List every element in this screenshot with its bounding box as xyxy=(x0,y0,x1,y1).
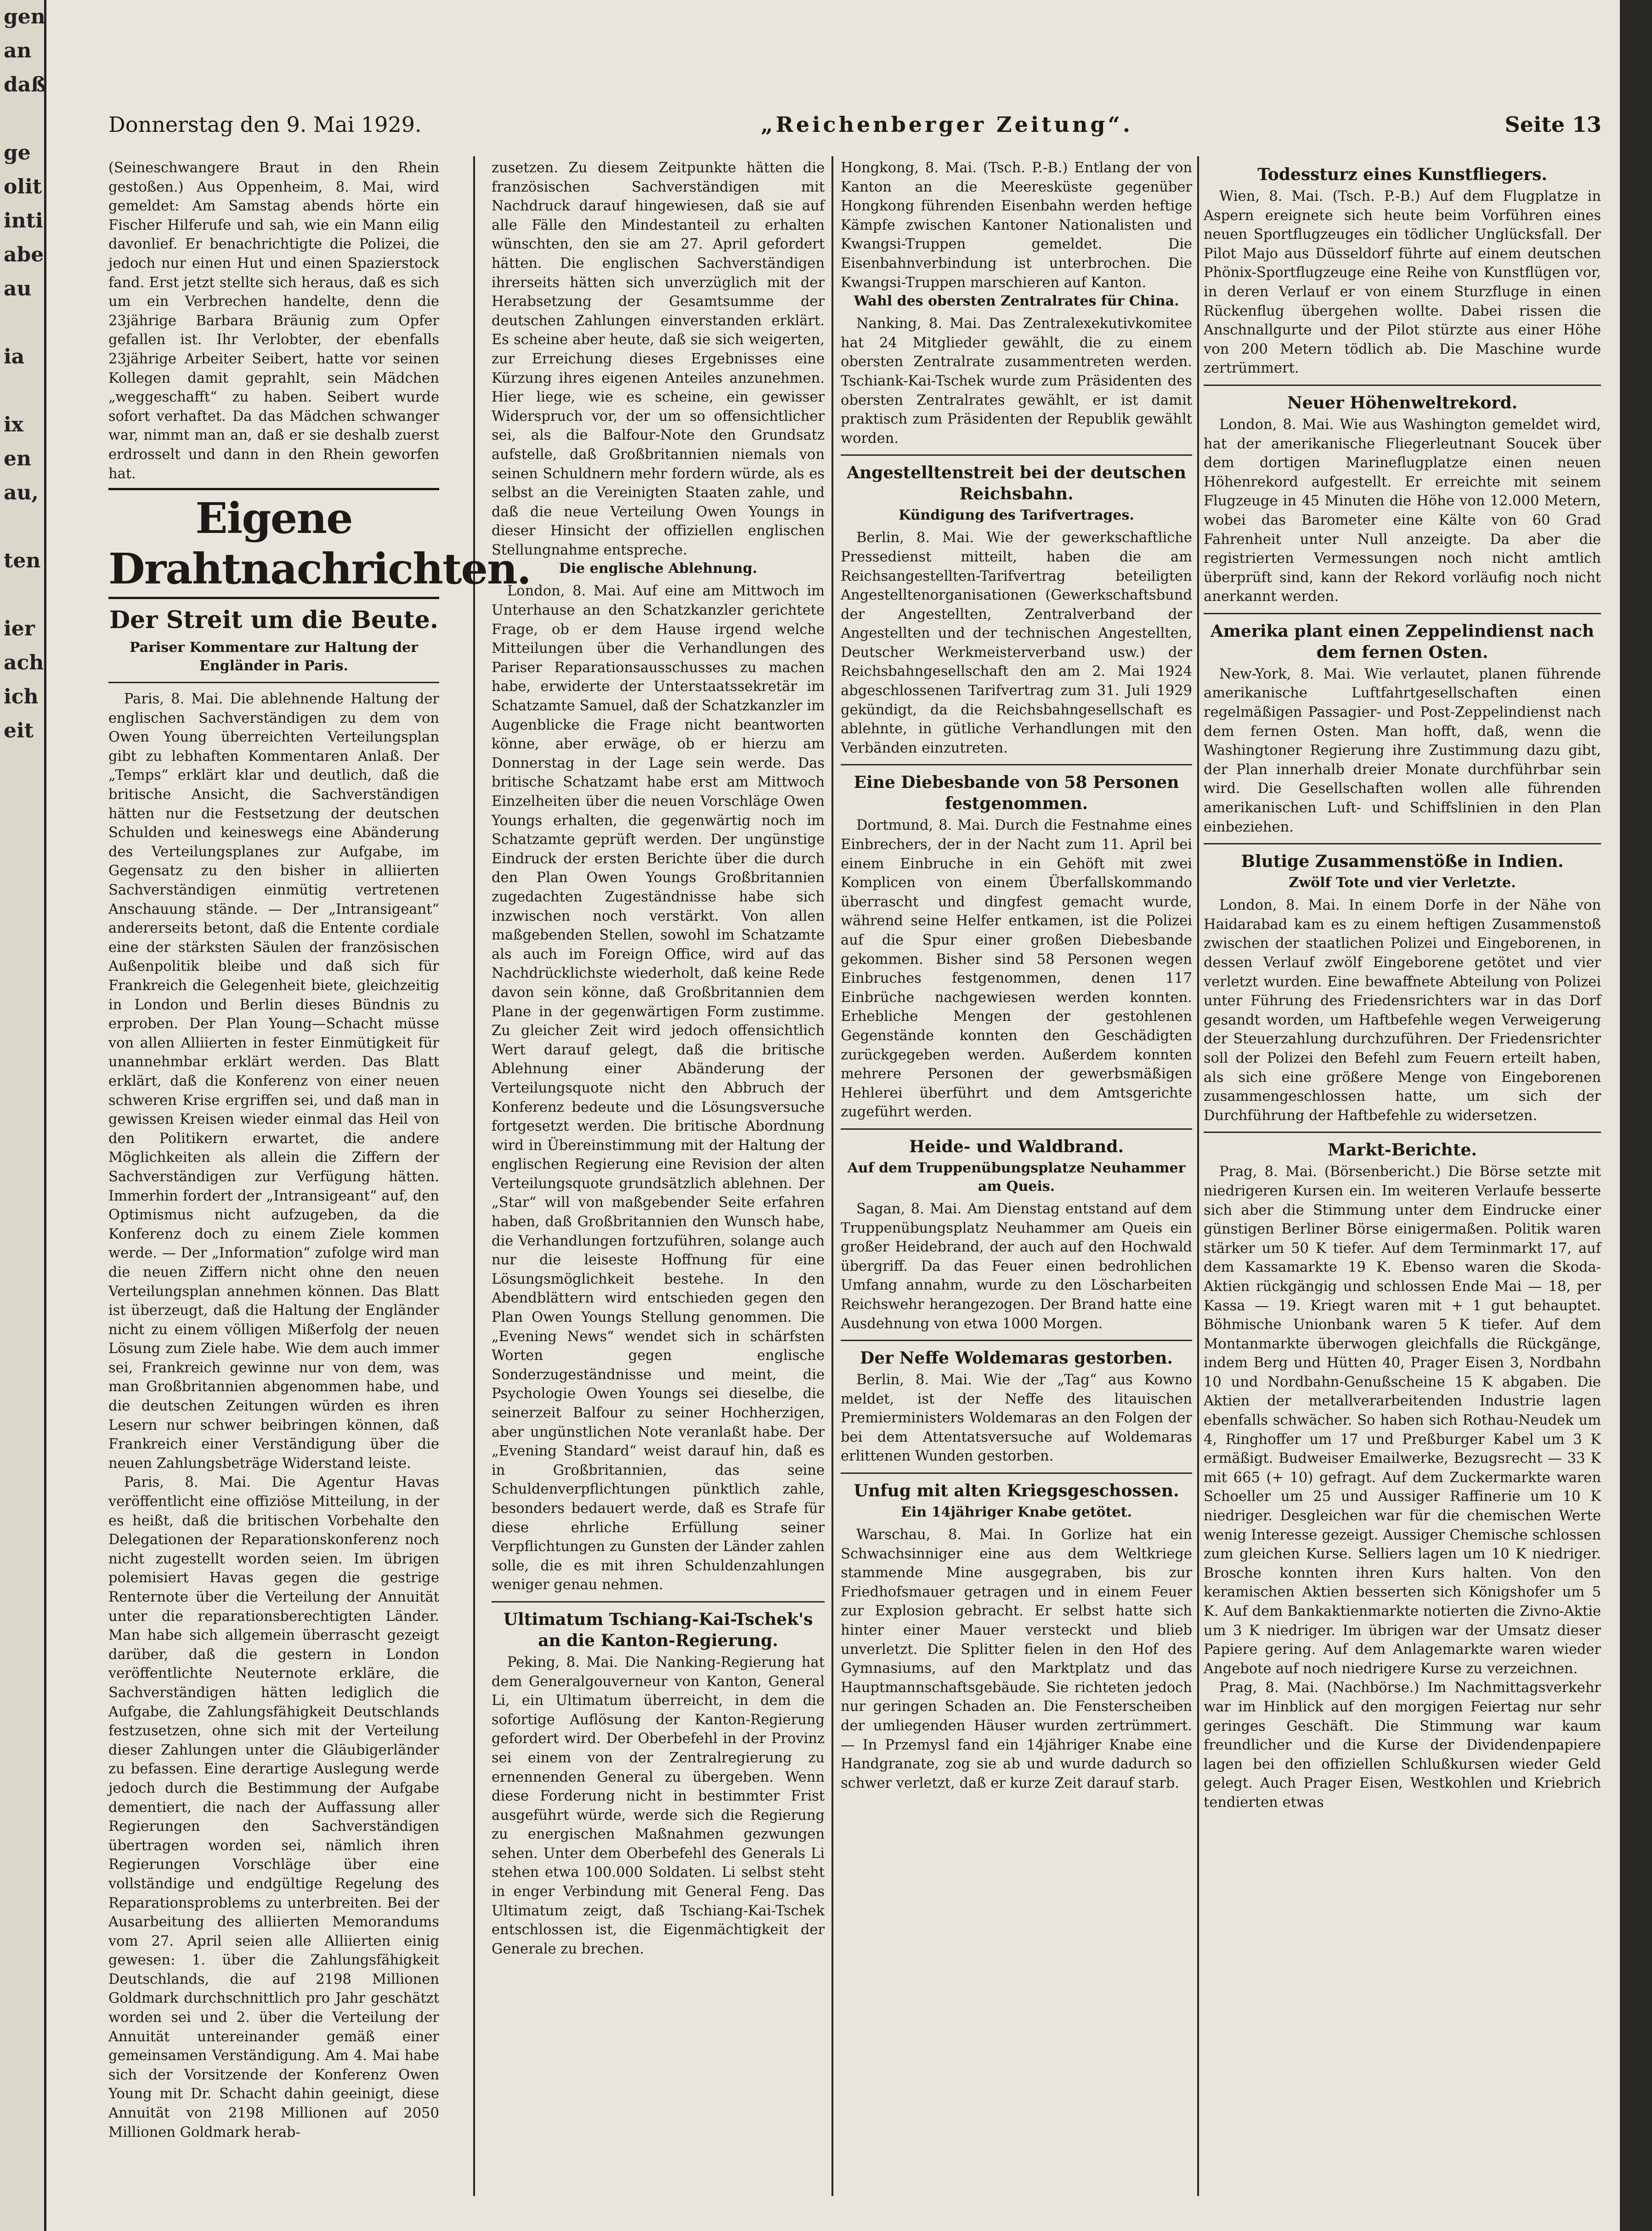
article-paris-1: Paris, 8. Mai. Die ablehnende Haltung der englischen Sachverständigen zu dem von Owen Young überreichten Verteilungsplan gibt zu lebhaften Kommentaren Anlaß. Der „Temps“ erklärt klar und deutlich, daß die britische Ansicht, die Sachverständigen hätten nur die Festsetzung der deutschen Schulden und keineswegs eine Abänderung des Verteilungsplanes zur Aufgabe, im Gegensatz zu den bisher in alliierten Sachverständigen einmütig vertretenen Anschauung stände. — Der „Intransigeant“ andererseits betont, daß die Entente cordiale eine der stärksten Säulen der französischen Außenpolitik bleibe und daß sich für Frankreich die Gelegenheit biete, gleichzeitig in London und Berlin dieses Bündnis zu erproben. Der Plan Young—Schacht müsse von allen Alliierten in fester Einmütigkeit für unannehmbar erklärt werden. Das Blatt erklärt, daß die Konferenz von einer neuen schweren Krise ergriffen sei, und daß man in gewissen Kreisen wieder einmal das Heil von den Politikern erwartet, die andere Möglichkeiten als allein die Ziffern der Sachverständigen zur Verfügung hätten. Immerhin fordert der „Intransigeant“ auf, den Optimismus nicht aufzugeben, da die Konferenz doch zu einem Ziele kommen werde. — Der „Information“ zufolge wird man die neuen Ziffern nicht ohne den neuen Verteilungsplan annehmen können. Das Blatt ist überzeugt, daß die Haltung der Engländer nicht zu einem völligen Mißerfolg der neuen Lösung zum Ziele habe. Wie dem auch immer sei, Frankreich gewinne nur von dem, was man Großbritannien abgenommen habe, und die deutschen Zeitungen würden es ihren Lesern nur schwer beibringen können, daß Frankreich einer Verständigung über die neuen Zahlungsbeträge Widerstand leiste. xyxy=(108,691,439,1472)
article-peking: Peking, 8. Mai. Die Nanking-Regierung hat dem Generalgouverneur von Kanton, General Li, ein Ultimatum überreicht, in dem die sofortige Auflösung der Kanton-Regierung gefordert wird. Der Oberbefehl in der Provinz sei einem von der Zentralregierung zu ernennenden General zu übergeben. Wenn diese Forderung nicht in bestimmter Frist ausgeführt würde, werde sich die Regierung zu energischen Maßnahmen gezwungen sehen. Unter dem Oberbefehl des Generals Li stehen etwa 100.000 Soldaten. Li selbst steht in enger Verbindung mit General Feng. Das Ultimatum zeigt, daß Tschiang-Kai-Tschek entschlossen ist, die Eigenmächtigkeit der Generale zu brechen. xyxy=(492,1654,825,1957)
left-margin-fragment xyxy=(0,510,44,544)
column-rule xyxy=(832,156,833,2196)
headline-diebesbande: Eine Diebesbande von 58 Personen festgenommen. xyxy=(854,773,1179,814)
left-margin-fragment: au xyxy=(4,277,32,300)
article-prag-boerse: Prag, 8. Mai. (Börsenbericht.) Die Börse setzte mit niedrigeren Kursen ein. Im weiteren Verlaufe besserte sich aber die Stimmung unter dem Eindrucke einer günstigen Berliner Börse einigermaßen. Politik waren stärker um 50 K tiefer. Auf dem Terminmarkt 17, auf dem Kassamarkte 19 K. Ebenso waren die Skoda-Aktien rückgängig und schlossen Ende Mai — 18, per Kassa — 19. Kriegt waren mit + 1 gut behauptet. Böhmische Unionbank waren 5 K tiefer. Auf dem Montanmarkte überwogen gleichfalls die Rückgänge, indem Berg und Hütten 40, Prager Eisen 3, Nordbahn 10 und Nordbahn-Genußscheine 15 K abgaben. Die Aktien der metallverarbeitenden Industrie lagen ebenfalls schwächer. So haben sich Rothau-Neudek um 4, Ringhoffer um 17 und Preßburger Kabel um 3 K ermäßigt. Budweiser Emailwerke, Bezugsrecht — 33 K mit 665 (+ 10) gefragt. Auf dem Zuckermarkte waren Schoeller um 25 und Aussiger Raffinerie um 10 K niedriger. Desgleichen war für die chemischen Werte wenig Interesse gezeigt. Aussiger Chemische schlossen zum gleichen Kurse. Selliers lagen um 10 K niedriger. Brosche konnten ihren Kurs halten. Von den keramischen Aktien besserten sich Königshofer um 5 K. Auf dem Bankaktienmarkte notierten die Zivno-Aktie um 3 K niedriger. Im übrigen war der Umsatz dieser Papiere gering. Auf dem Anlagemarkte waren wieder Angebote auf noch niedrigere Kurse zu verzeichnen. xyxy=(1204,1164,1601,1677)
subhead-tarifvertrag: Kündigung des Tarifvertrages. xyxy=(899,507,1134,524)
article-kowno: Berlin, 8. Mai. Wie der „Tag“ aus Kowno meldet, ist der Neffe des litauischen Premierministers Woldemaras an den Folgen der bei dem Attentatsversuche auf Woldemaras erlittenen Wunden gestorben. xyxy=(841,1372,1192,1465)
left-margin-fragment: ach xyxy=(4,651,44,674)
page-header xyxy=(108,108,1601,141)
divider xyxy=(841,1472,1192,1474)
subhead-pariser-kommentare: Pariser Kommentare zur Haltung der Engländer in Paris. xyxy=(129,640,419,674)
headline-indien: Blutige Zusammenstöße in Indien. xyxy=(1241,852,1564,872)
left-margin-fragment: ia xyxy=(4,345,25,368)
article-london-rekord: London, 8. Mai. Wie aus Washington gemeldet wird, hat der amerikanische Fliegerleutnant Soucek über dem dortigen Marineflugplatze einen neuen Höhenrekord aufgestellt. Er erreichte mit seinem Flugzeuge in 45 Minuten die Höhe von 12.000 Metern, wobei das Barometer eine Kälte von 60 Grad Fahrenheit unter Null anzeigte. Da aber die registrierten Vermessungen noch nicht amtlich überprüft sind, kann der Rekord vorläufig noch nicht anerkannt werden. xyxy=(1204,416,1601,605)
headline-kriegsgeschosse: Unfug mit alten Kriegsgeschossen. xyxy=(854,1481,1179,1501)
article-prag-nachboerse: Prag, 8. Mai. (Nachbörse.) Im Nachmittagsverkehr war im Hinblick auf den morgigen Feiertag nur sehr geringes Geschäft. Die Stimmung war kaum freundlicher und die Kurse der Dividendenpapiere lagen bei den offiziellen Schlußkursen wieder Geld gelegt. Auch Prager Eisen, Westkohlen und Kriebrich tendierten etwas xyxy=(1204,1680,1601,1811)
divider xyxy=(841,764,1192,765)
article-nanking: Nanking, 8. Mai. Das Zentralexekutivkomitee hat 24 Mitglieder gewählt, die zu einem obersten Zentralrate zusammentreten werden. Tschiank-Kai-Tschek wurde zum Präsidenten des obersten Zentralrates gewählt, er ist damit praktisch zum Präsidenten der Republik gewählt worden. xyxy=(841,316,1192,447)
left-margin-fragment: au, xyxy=(4,481,39,504)
headline-streit-beute: Der Streit um die Beute. xyxy=(109,606,438,634)
headline-todessturz: Todessturz eines Kunstfliegers. xyxy=(1257,165,1547,184)
subhead-zwoelf-tote: Zwölf Tote und vier Verletzte. xyxy=(1289,875,1516,891)
headline-ultimatum: Ultimatum Tschiang-Kai-Tschek's an die Kanton-Regierung. xyxy=(503,1609,813,1650)
headline-angestelltenstreit: Angestelltenstreit bei der deutschen Reichsbahn. xyxy=(847,463,1186,504)
column-2 xyxy=(492,159,825,2217)
left-margin-fragment xyxy=(0,374,44,408)
divider xyxy=(1204,843,1601,844)
article-berlin-reichsbahn: Berlin, 8. Mai. Wie der gewerkschaftliche Pressedienst mitteilt, haben die am Reichsangestellten-Tarifvertrag beteiligten Angestelltenorganisationen (Gewerkschaftsbund der Angestellten, Zentralverband der Angestellten und der technischen Angestellten, Deutscher Werkmeisterverband usw.) der Reichsbahngesellschaft den am 2. Mai 1924 abgeschlossenen Tarifvertrag zum 31. Juli 1929 gekündigt, da die Reichsbahngesellschaft es ablehnte, in gütliche Verhandlungen mit den Verbänden einzutreten. xyxy=(841,530,1192,756)
article-oppenheim: (Seineschwangere Braut in den Rhein gestoßen.) Aus Oppenheim, 8. Mai, wird gemeldet: Am Samstag abends hörte ein Fischer Hilferufe und sah, wie ein Mann eilig davonlief. Er benachrichtigte die Polizei, die jedoch nur einen Hut und einen Spazierstock fand. Erst jetzt stellte sich heraus, daß es sich um ein Verbrechen handelte, denn die 23jährige Barbara Bräunig zum Opfer gefallen ist. Ihr Verlobter, der ebenfalls 23jährige Arbeiter Seibert, hatte vor seinen Kollegen damit geprahlt, sein Mädchen „weggeschafft“ zu haben. Seibert wurde sofort verhaftet. Da das Mädchen schwanger war, nimmt man an, daß er sie deshalb zuerst erdrosselt und dann in den Rhein geworfen hat. xyxy=(108,160,439,482)
left-margin-fragment: inti xyxy=(4,209,43,232)
headline-hoehenweltrekord: Neuer Höhenweltrekord. xyxy=(1287,393,1518,413)
column-3 xyxy=(841,159,1192,2217)
left-margin-fragment xyxy=(0,102,44,136)
left-margin-fragment: olit xyxy=(4,175,42,198)
subhead-knabe-getoetet: Ein 14jähriger Knabe getötet. xyxy=(901,1504,1132,1521)
left-margin-fragment: ich xyxy=(4,685,39,708)
article-warschau: Warschau, 8. Mai. In Gorlize hat ein Schwachsinniger eine aus dem Weltkriege stammende Mine ausgegraben, bis zur Friedhofsmauer getragen und in einem Feuer zur Explosion gebracht. Er selbst hatte sich hinter einer Mauer versteckt und blieb unverletzt. Die Splitter fielen in den Hof des Gymnasiums, auf den Marktplatz und das Hauptmannschaftsgebäude. Sie richteten jedoch nur geringen Schaden an. Die Fensterscheiben der umliegenden Häuser wurden zertrümmert. — In Przemysl fand ein 14jähriger Knabe eine Handgranate, zog sie ab und wurde dadurch so schwer verletzt, daß er kurze Zeit darauf starb. xyxy=(841,1527,1192,1791)
article-london: London, 8. Mai. Auf eine am Mittwoch im Unterhause an den Schatzkanzler gerichtete Frage, ob er dem Hause irgend welche Mitteilungen über die Verhandlungen des Pariser Reparationsausschusses zu machen habe, erwiderte der Unterstaatssekretär im Schatzamte Samuel, daß der Schatzkanzler im Augenblicke die Frage nicht beantworten könne, aber erwäge, ob er hierzu am Donnerstag in der Lage sein werde. Das britische Schatzamt habe erst am Mittwoch Einzelheiten über die neuen Vorschläge Owen Youngs erhalten, die gegenwärtig noch im Schatzamte geprüft werden. Der ungünstige Eindruck der ersten Berichte über die durch den Plan Owen Youngs Großbritannien zugedachten Zugeständnisse habe sich inzwischen noch verstärkt. Von allen maßgebenden Stellen, sowohl im Schatzamte als auch im Foreign Office, wird auf das Nachdrücklichste wiederholt, daß keine Rede davon sein könne, daß Großbritannien dem Plane in der gegenwärtigen Form zustimme. Zu gleicher Zeit wird jedoch offensichtlich Wert darauf gelegt, daß die britische Ablehnung einer Abänderung der Verteilungsquote nicht den Abbruch der Konferenz bedeute und die Lösungsversuche fortgesetzt werden. Die britische Abordnung wird in Übereinstimmung mit der Haltung der englischen Regierung eine Revision der alten Verteilungsquote grundsätzlich ablehnen. Der „Star“ will von maßgebender Seite erfahren haben, daß Großbritannien den Wunsch habe, die Verhandlungen fortzuführen, solange auch nur die leiseste Hoffnung für eine Lösungsmöglichkeit bestehe. In den Abendblättern wird entschieden gegen den Plan Owen Youngs Stellung genommen. Die „Evening News“ wendet sich in schärfsten Worten gegen englische Sonderzugeständnisse und meint, die Psychologie Owen Youngs sei dieselbe, die seinerzeit Balfour zu seiner Hochherzigen, aber ungünstlichen Note veranlaßt habe. Der „Evening Standard“ weist darauf hin, daß es in Großbritannien, das seine Schuldenverpflichtungen pünktlich zahle, besonders bedauert werde, daß es Strafe für diese ehrliche Erfüllung seiner Verpflichtungen zu Gunsten der Länder zahlen solle, die es mit ihren Schuldenzahlungen weniger genau nehmen. xyxy=(492,583,825,1593)
left-margin-fragment: ier xyxy=(4,617,35,640)
subhead-neuhammer: Auf dem Truppenübungsplatze Neuhammer am Queis. xyxy=(847,1160,1186,1195)
section-banner: Eigene Drahtnachrichten. xyxy=(108,488,439,599)
header-title: „Reichenberger Zeitung“. xyxy=(761,112,1133,137)
subhead-zentralrat: Wahl des obersten Zentralrates für China. xyxy=(854,293,1179,310)
left-margin-fragment xyxy=(0,306,44,340)
adjacent-page-strip xyxy=(0,0,46,2231)
divider xyxy=(1204,385,1601,386)
left-margin-fragment: abe xyxy=(4,243,44,266)
divider xyxy=(1204,1132,1601,1133)
divider xyxy=(492,1601,825,1602)
left-margin-fragment: eit xyxy=(4,719,34,742)
scan-margin xyxy=(1620,0,1652,2231)
divider xyxy=(841,1128,1192,1130)
divider xyxy=(841,1340,1192,1341)
headline-woldemaras: Der Neffe Woldemaras gestorben. xyxy=(860,1348,1173,1368)
column-rule xyxy=(1197,156,1199,2196)
column-1 xyxy=(108,159,531,2217)
left-margin-fragment: en xyxy=(4,447,31,470)
header-date: Donnerstag den 9. Mai 1929. xyxy=(108,112,422,137)
left-margin-fragment: daß xyxy=(4,73,46,96)
headline-zeppelindienst: Amerika plant einen Zeppelindienst nach dem fernen Osten. xyxy=(1210,621,1595,662)
divider xyxy=(1204,613,1601,614)
article-hongkong: Hongkong, 8. Mai. (Tsch. P.-B.) Entlang der von Kanton an die Meeresküste gegenüber Hongkong führenden Eisenbahn werden heftige Kämpfe zwischen Kantoner Nationalisten und Kwangsi-Truppen gemeldet. Die Eisenbahnverbindung ist unterbrochen. Die Kwangsi-Truppen marschieren auf Kanton. xyxy=(841,160,1192,291)
left-margin-fragment: an xyxy=(4,39,32,62)
subhead-englische-ablehnung: Die englische Ablehnung. xyxy=(559,561,758,577)
column-rule xyxy=(473,156,475,2196)
left-margin-fragment xyxy=(0,578,44,612)
header-page-number: Seite 13 xyxy=(1505,112,1601,137)
headline-marktberichte: Markt-Berichte. xyxy=(1328,1140,1477,1160)
headline-waldbrand: Heide- und Waldbrand. xyxy=(909,1137,1124,1156)
article-dortmund: Dortmund, 8. Mai. Durch die Festnahme eines Einbrechers, der in der Nacht zum 11. April bei einem Einbruche in ein Gehöft mit zwei Komplicen von einem Überfallskommando überrascht und dingfest gemacht wurde, während seine Helfer entkamen, ist die Polizei auf die Spur einer großen Diebesbande gekommen. Bisher sind 58 Personen wegen Einbruches festgenommen, denen 117 Einbrüche nachgewiesen werden konnten. Erhebliche Mengen der gestohlenen Gegenstände konnten den Geschädigten zurückgegeben werden. Außerdem konnten mehrere Personen der gewerbsmäßigen Hehlerei überführt und dem Amtsgerichte zugeführt werden. xyxy=(841,817,1192,1121)
article-paris-2: Paris, 8. Mai. Die Agentur Havas veröffentlicht eine offiziöse Mitteilung, in der es heißt, daß die britischen Vorbehalte den Delegationen der Reparationskonferenz noch nicht zugestellt worden seien. Im übrigen polemisiert Havas gegen die gestrige Renternote über die Verteilung der Annuität unter die reparationsberechtigten Länder. Man habe sich allgemein überrascht gezeigt darüber, daß die gestern in London veröffentlichte Neuternote erkläre, die Sachverständigen hätten lediglich die Aufgabe, die Zahlungsfähigkeit Deutschlands festzusetzen, ohne sich mit der Verteilung dieser Zahlungen unter die Gläubigerländer zu befassen. Eine derartige Auslegung werde jedoch durch die Bestimmung der Aufgabe dementiert, die nach der Auffassung aller Regierungen den Sachverständigen übertragen worden sei, nämlich ihren Regierungen Vorschläge über eine vollständige und endgültige Regelung des Reparationsproblems zu unterbreiten. Bei der Ausarbeitung des alliierten Memorandums vom 27. April seien alle Alliierten einig gewesen: 1. über die Zahlungsfähigkeit Deutschlands, die auf 2198 Millionen Goldmark durchschnittlich pro Jahr geschätzt worden sei und 2. über die Verteilung der Annuität untereinander gemäß einer gemeinsamen Verständigung. Am 4. Mai habe sich der Vorsitzende der Konferenz Owen Young mit Dr. Schacht dahin geeinigt, diese Annuität von 2198 Millionen auf 2050 Millionen Goldmark herab- xyxy=(108,1474,439,2140)
left-margin-fragment: ix xyxy=(4,413,23,436)
article-london-indien: London, 8. Mai. In einem Dorfe in der Nähe von Haidarabad kam es zu einem heftigen Zusammenstoß zwischen der staatlichen Polizei und Eingeborenen, in dessen Verlauf zwölf Eingeborene getötet und vier verletzt wurden. Eine bewaffnete Abteilung von Polizei unter Führung des Friedensrichters war in das Dorf gesandt worden, um Haftbefehle wegen Verweigerung der Steuerzahlung durchzuführen. Der Friedensrichter soll der Polizei den Befehl zum Feuern erteilt haben, als sich eine größere Menge von Eingeborenen zusammengeschlossen hatte, um sich der Durchführung der Haftbefehle zu widersetzen. xyxy=(1204,897,1601,1124)
article-wien: Wien, 8. Mai. (Tsch. P.-B.) Auf dem Flugplatze in Aspern ereignete sich heute beim Vorführen eines neuen Sportflugzeuges ein tödlicher Unglücksfall. Der Pilot Majo aus Düsseldorf führte auf einem deutschen Phönix-Sportflugzeuge eine Reihe von Kunstflügen vor, in deren Verlauf er von einem Sturzfluge in einen Rückenflug übergehen wollte. Dabei rissen die Anschnallgurte und der Pilot stürzte aus einer Höhe von 200 Metern tödlich ab. Die Maschine wurde zertrümmert. xyxy=(1204,188,1601,377)
left-margin-fragment: gen xyxy=(4,5,45,28)
divider xyxy=(108,682,439,683)
article-new-york: New-York, 8. Mai. Wie verlautet, planen führende amerikanische Luftfahrtgesellschaften einen regelmäßigen Passagier- und Post-Zeppelindienst nach dem fernen Osten. Man hofft, daß, wenn die Washingtoner Regierung ihre Zustimmung dazu gibt, der Plan innerhalb dreier Monate durchführbar sein wird. Die Gesellschaften wollen alle führenden amerikanischen Luft- und Schiffslinien in den Plan einbeziehen. xyxy=(1204,666,1601,835)
left-margin-fragment: ten xyxy=(4,549,41,572)
divider xyxy=(841,454,1192,456)
article-sagan: Sagan, 8. Mai. Am Dienstag entstand auf dem Truppenübungsplatz Neuhammer am Queis ein großer Heidebrand, der auch auf den Hochwald übergriff. Da das Feuer einen bedrohlichen Umfang annahm, wurde zu den Löscharbeiten Reichswehr herangezogen. Der Brand hatte eine Ausdehnung von etwa 1000 Morgen. xyxy=(841,1200,1192,1332)
left-margin-fragment: ge xyxy=(4,141,31,164)
article-continued: zusetzen. Zu diesem Zeitpunkte hätten die französischen Sachverständigen mit Nachdruck darauf hingewiesen, daß sie auf alle Fälle den Mindestanteil zu erhalten wünschten, den sie am 27. April gefordert hätten. Die englischen Sachverständigen ihrerseits hätten sich unverzüglich mit der Herabsetzung der Gesamtsumme der deutschen Zahlungen einverstanden erklärt. Es scheine aber heute, daß sie sich weigerten, zur Erreichung dieses Ergebnisses eine Kürzung ihres eigenen Anteiles anzunehmen. Hier liege, wie es scheine, ein gewisser Widerspruch vor, der um so offensichtlicher sei, als die Balfour-Note den Grundsatz aufstelle, daß Großbritannien niemals von seinen Schuldnern mehr fordern würde, als es selbst an die Vereinigten Staaten zahle, und daß die neue Verteilung Owen Youngs in dieser Hinsicht der offiziellen englischen Stellungnahme entspreche. xyxy=(492,160,825,558)
column-4 xyxy=(1204,159,1601,2217)
